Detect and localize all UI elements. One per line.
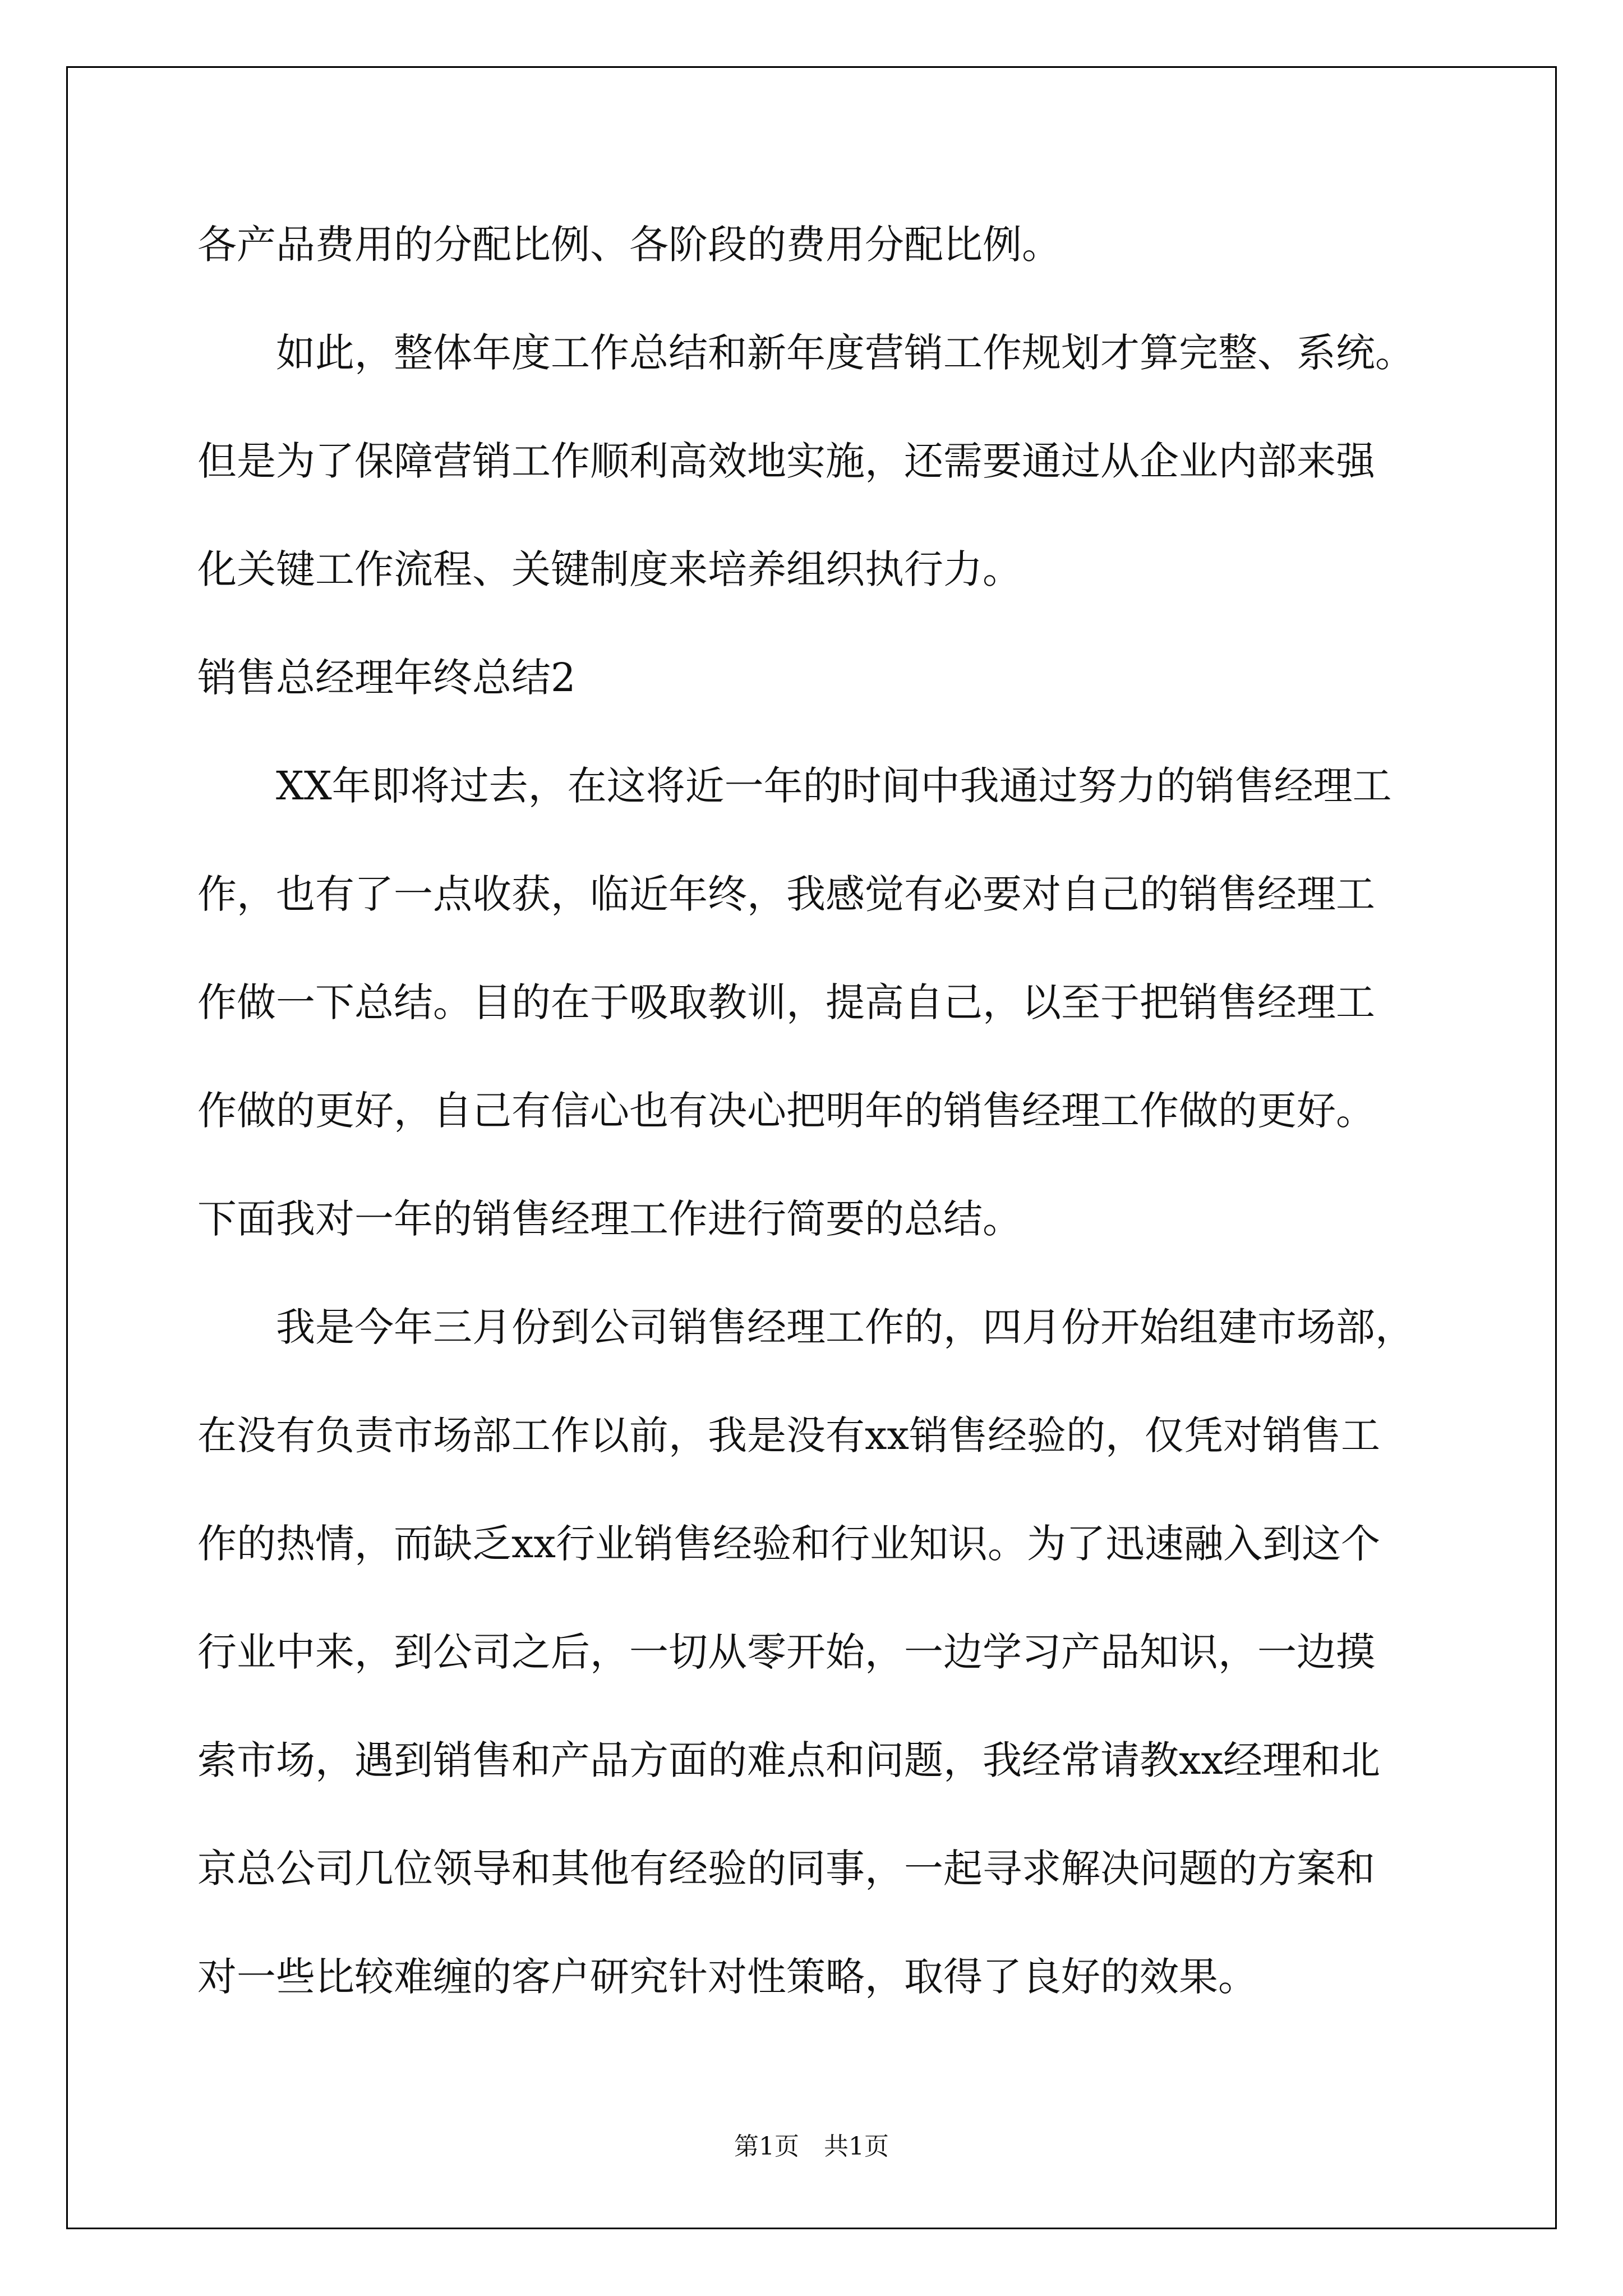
page-footer: 第1页 共1页 bbox=[734, 2132, 889, 2161]
section-heading: 销售总经理年终总结2 bbox=[197, 655, 576, 701]
text-line: 我是今年三月份到公司销售经理工作的，四月份开始组建市场部， bbox=[197, 1304, 1414, 1350]
text-line: 对一些比较难缠的客户研究针对性策略，取得了良好的效果。 bbox=[197, 1954, 1257, 2000]
text-line: 作的热情，而缺乏xx行业销售经验和行业知识。为了迅速融入到这个 bbox=[197, 1521, 1380, 1567]
text-line: 索市场，遇到销售和产品方面的难点和问题，我经常请教xx经理和北 bbox=[197, 1737, 1380, 1783]
text-line: 作做一下总结。目的在于吸取教训，提高自己，以至于把销售经理工 bbox=[197, 979, 1375, 1025]
text-line: 各产品费用的分配比例、各阶段的费用分配比例。 bbox=[197, 222, 1061, 268]
text-line: 作，也有了一点收获，临近年终，我感觉有必要对自己的销售经理工 bbox=[197, 871, 1375, 917]
text-line: 化关键工作流程、关键制度来培养组织执行力。 bbox=[197, 546, 1022, 592]
text-line: 行业中来，到公司之后，一切从零开始，一边学习产品知识，一边摸 bbox=[197, 1629, 1375, 1675]
text-line: 如此，整体年度工作总结和新年度营销工作规划才算完整、系统。 bbox=[197, 330, 1414, 376]
text-line: 在没有负责市场部工作以前，我是没有xx销售经验的，仅凭对销售工 bbox=[197, 1412, 1380, 1458]
text-line: 作做的更好，自己有信心也有决心把明年的销售经理工作做的更好。 bbox=[197, 1088, 1375, 1134]
text-line: XX年即将过去，在这将近一年的时间中我通过努力的销售经理工 bbox=[197, 763, 1392, 809]
text-line: 京总公司几位领导和其他有经验的同事，一起寻求解决问题的方案和 bbox=[197, 1846, 1375, 1892]
document-body bbox=[197, 191, 1448, 2031]
text-line: 但是为了保障营销工作顺利高效地实施，还需要通过从企业内部来强 bbox=[197, 438, 1375, 484]
text-line: 下面我对一年的销售经理工作进行简要的总结。 bbox=[197, 1196, 1022, 1242]
